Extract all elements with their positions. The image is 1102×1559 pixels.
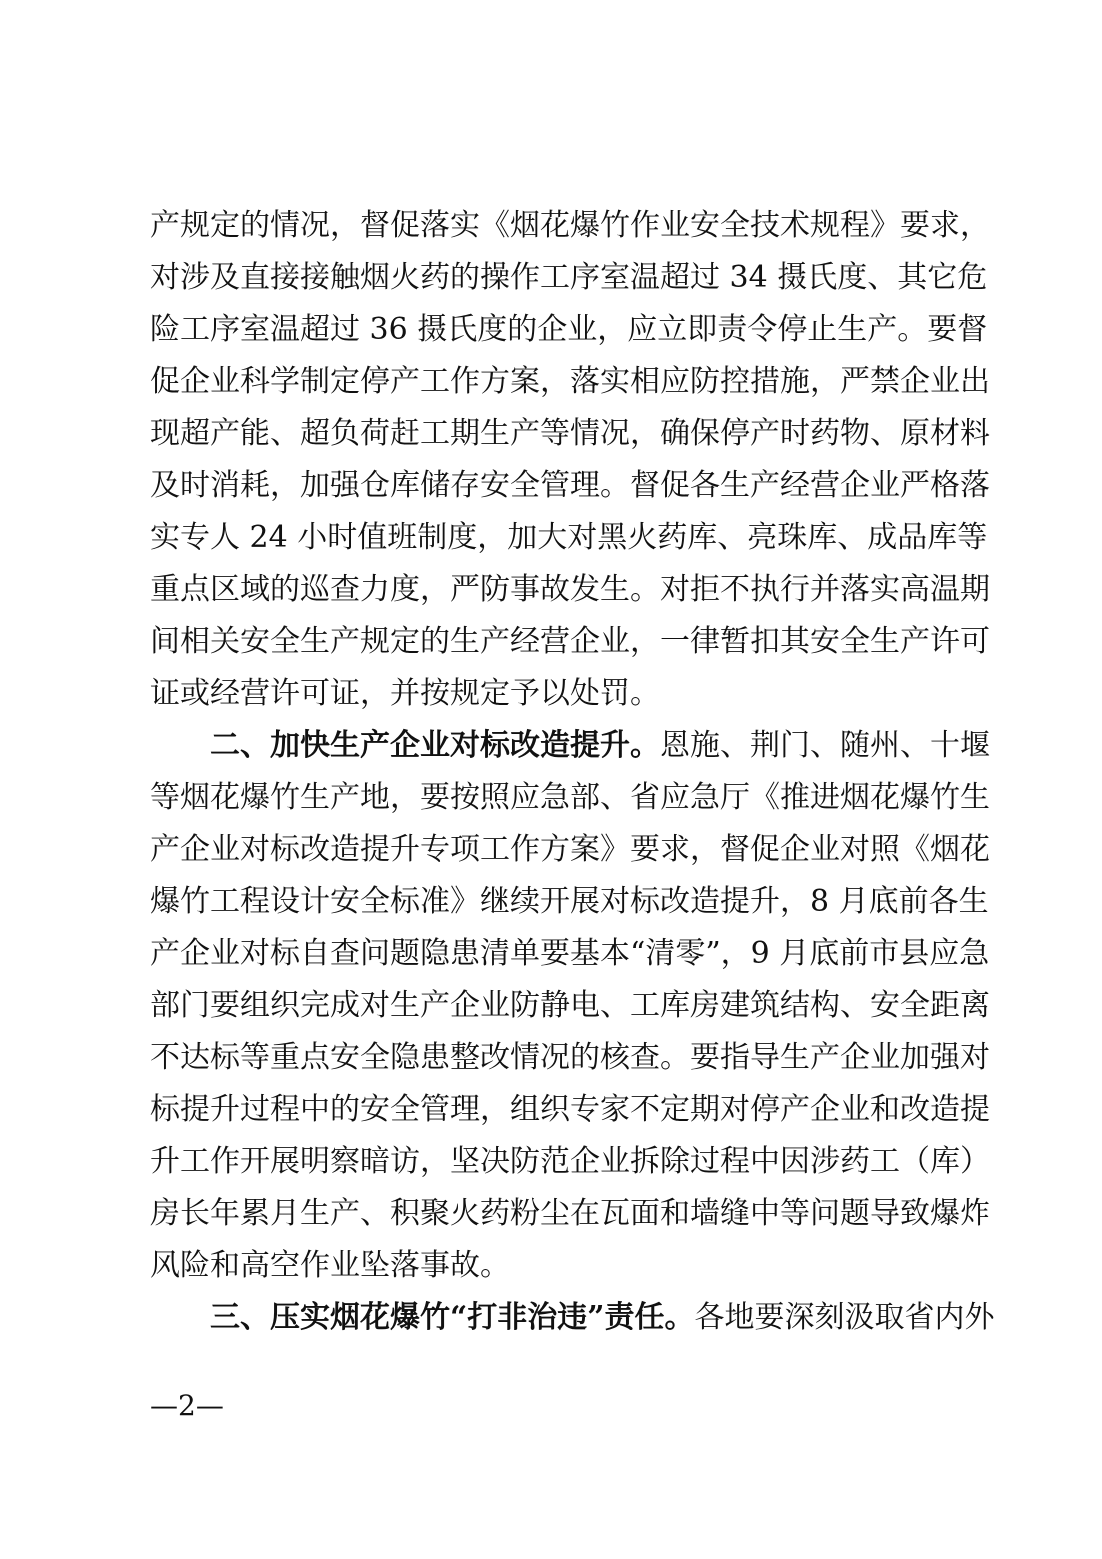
section-first-line-text: 恩施、荆门、随州、十堰 xyxy=(660,728,990,763)
body-text-line: 促企业科学制定停产工作方案，落实相应防控措施，严禁企业出 xyxy=(150,364,990,399)
section-first-line xyxy=(210,720,990,772)
body-text-line: 险工序室温超过 36 摄氏度的企业，应立即责令停止生产。要督 xyxy=(150,312,988,347)
body-text-line: 证或经营许可证，并按规定予以处罚。 xyxy=(150,676,660,711)
body-text-line: 重点区域的巡查力度，严防事故发生。对拒不执行并落实高温期 xyxy=(150,572,990,607)
body-text-line: 现超产能、超负荷赶工期生产等情况，确保停产时药物、原材料 xyxy=(150,416,990,451)
body-text-line: 爆竹工程设计安全标准》继续开展对标改造提升，8 月底前各生 xyxy=(150,884,989,919)
section-heading: 二、加快生产企业对标改造提升。 xyxy=(210,728,660,763)
body-text-line: 不达标等重点安全隐患整改情况的核查。要指导生产企业加强对 xyxy=(150,1040,990,1075)
body-text-line: 风险和高空作业坠落事故。 xyxy=(150,1248,510,1283)
section-first-line xyxy=(210,1292,995,1344)
body-text-line: 房长年累月生产、积聚火药粉尘在瓦面和墙缝中等问题导致爆炸 xyxy=(150,1196,990,1231)
body-text-line: 实专人 24 小时值班制度，加大对黑火药库、亮珠库、成品库等 xyxy=(150,520,988,555)
section-first-line-text: 各地要深刻汲取省内外 xyxy=(694,1300,995,1335)
body-text-line: 升工作开展明察暗访，坚决防范企业拆除过程中因涉药工（库） xyxy=(150,1144,990,1179)
body-text-line: 对涉及直接接触烟火药的操作工序室温超过 34 摄氏度、其它危 xyxy=(150,260,988,295)
body-text-line: 产规定的情况，督促落实《烟花爆竹作业安全技术规程》要求， xyxy=(150,208,990,243)
body-text-line: 及时消耗，加强仓库储存安全管理。督促各生产经营企业严格落 xyxy=(150,468,990,503)
body-text-line: 等烟花爆竹生产地，要按照应急部、省应急厅《推进烟花爆竹生 xyxy=(150,780,990,815)
body-text-line: 产企业对标改造提升专项工作方案》要求，督促企业对照《烟花 xyxy=(150,832,990,867)
body-text-line: 间相关安全生产规定的生产经营企业，一律暂扣其安全生产许可 xyxy=(150,624,990,659)
body-text-line: 标提升过程中的安全管理，组织专家不定期对停产企业和改造提 xyxy=(150,1092,990,1127)
body-text-line: 部门要组织完成对生产企业防静电、工库房建筑结构、安全距离 xyxy=(150,988,990,1023)
body-text-line: 产企业对标自查问题隐患清单要基本“清零”，9 月底前市县应急 xyxy=(150,936,990,971)
section-heading: 三、压实烟花爆竹“打非治违”责任。 xyxy=(210,1300,695,1335)
page-number: —2— xyxy=(150,1389,224,1422)
